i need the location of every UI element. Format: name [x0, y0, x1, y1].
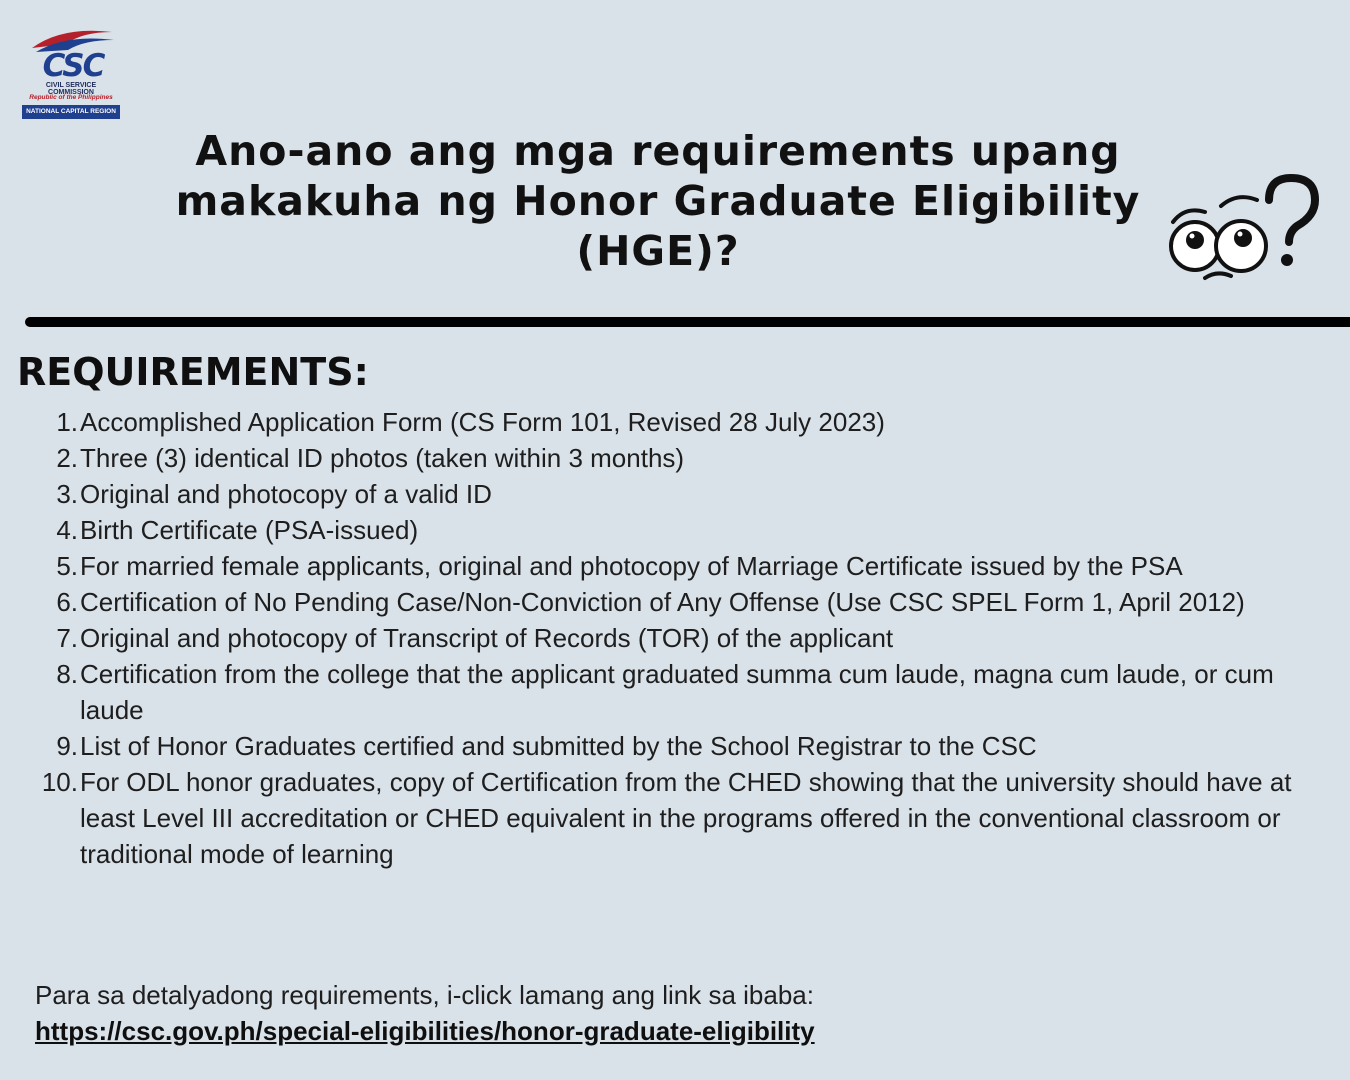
list-item-number: 10. [41, 767, 78, 797]
confused-face-question-mark-icon [1165, 170, 1325, 290]
logo-line-1: CIVIL SERVICE COMMISSION [45, 82, 97, 96]
list-item-text: Three (3) identical ID photos (taken within 3 months) [80, 443, 685, 473]
list-item [0, 476, 1330, 512]
list-item [0, 584, 1330, 620]
details-note: Para sa detalyadong requirements, i-click lamang ang link sa ibaba: [35, 980, 814, 1010]
list-item-number: 6. [56, 587, 78, 617]
list-item-text: Original and photocopy of a valid ID [80, 479, 492, 509]
list-item-number: 1. [56, 407, 78, 437]
logo-line-3: NATIONAL CAPITAL REGION [22, 105, 120, 119]
list-item-text: Certification from the college that the applicant graduated summa cum laude, magna cum laude, or cum laude [80, 659, 1274, 725]
requirements-heading: REQUIREMENTS: [17, 350, 369, 394]
list-item [0, 440, 1330, 476]
list-item-text: For married female applicants, original and photocopy of Marriage Certificate issued by the PSA [80, 551, 1183, 581]
list-item-text: Birth Certificate (PSA-issued) [80, 515, 419, 545]
list-item [0, 548, 1330, 584]
list-item [0, 656, 1330, 728]
requirements-link[interactable]: https://csc.gov.ph/special-eligibilities/honor-graduate-eligibility [35, 1016, 815, 1046]
page-title: Ano-ano ang mga requirements upang makakuha ng Honor Graduate Eligibility (HGE)? [175, 127, 1141, 275]
list-item-number: 5. [56, 551, 78, 581]
list-item-number: 8. [56, 659, 78, 689]
list-item-number: 2. [56, 443, 78, 473]
list-item-number: 3. [56, 479, 78, 509]
list-item-text: Certification of No Pending Case/Non-Conviction of Any Offense (Use CSC SPEL Form 1, April 2012) [80, 587, 1245, 617]
list-item-text: Accomplished Application Form (CS Form 101, Revised 28 July 2023) [80, 407, 885, 437]
section-divider [25, 317, 1350, 327]
list-item [0, 404, 1330, 440]
list-item-text: List of Honor Graduates certified and submitted by the School Registrar to the CSC [80, 731, 1037, 761]
list-item [0, 620, 1330, 656]
requirements-list [0, 404, 1330, 872]
list-item [0, 512, 1330, 548]
list-item [0, 728, 1330, 764]
list-item-number: 4. [56, 515, 78, 545]
logo-line-2: Republic of the Philippines [29, 94, 113, 101]
list-item [0, 764, 1330, 872]
list-item-number: 7. [56, 623, 78, 653]
csc-logo [22, 22, 122, 122]
logo-acronym: CSC [42, 48, 104, 84]
list-item-text: For ODL honor graduates, copy of Certification from the CHED showing that the university should have at least Level III accreditation or CHED equivalent in the programs offered in the conventional classroom or traditional mode of learning [80, 767, 1292, 869]
list-item-number: 9. [56, 731, 78, 761]
list-item-text: Original and photocopy of Transcript of Records (TOR) of the applicant [80, 623, 894, 653]
